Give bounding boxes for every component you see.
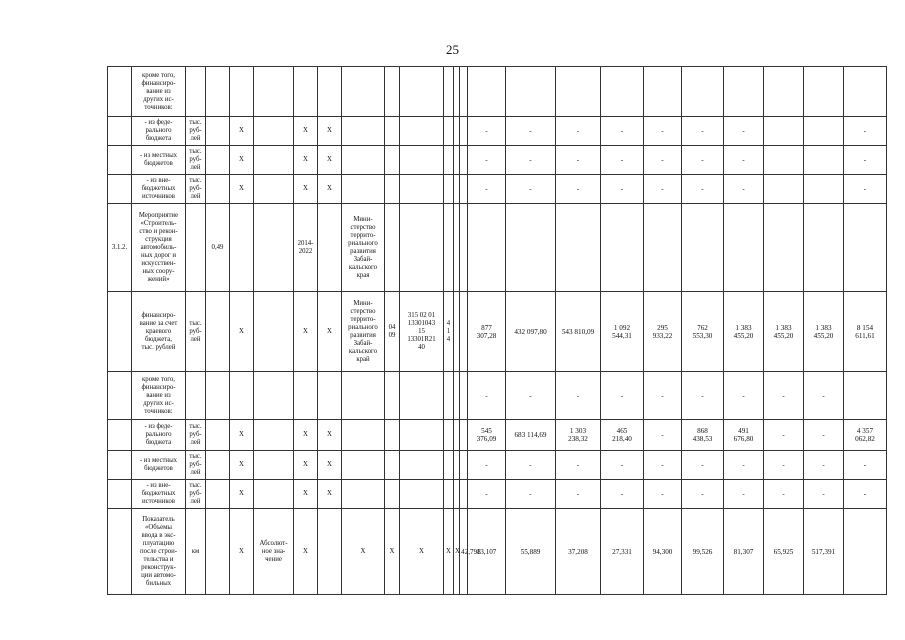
table-cell: - из феде- рального бюджета <box>132 420 186 451</box>
table-row <box>108 420 887 451</box>
table-row <box>108 372 887 420</box>
table-cell: - <box>601 175 644 204</box>
table-cell <box>206 372 230 420</box>
table-cell: Мероприятие «Строитель- ство и рекон- струкция автомобиль- ных дорог и искусствен- ных соору- жений» <box>132 204 186 292</box>
table-cell <box>206 117 230 146</box>
table-cell <box>385 175 400 204</box>
table-cell: - <box>844 146 887 175</box>
table-cell: - <box>764 420 804 451</box>
table-cell: - <box>468 117 506 146</box>
table-cell <box>460 451 468 480</box>
table-cell: - <box>556 451 601 480</box>
table-cell: км <box>186 509 206 595</box>
table-cell <box>601 67 644 117</box>
table-cell: - <box>682 480 724 509</box>
table-cell: - <box>724 451 764 480</box>
table-cell: X <box>318 480 342 509</box>
table-cell <box>460 480 468 509</box>
table-cell: - <box>506 146 556 175</box>
table-cell: 04 09 <box>385 292 400 372</box>
table-cell <box>254 372 294 420</box>
table-cell <box>254 117 294 146</box>
table-cell <box>556 204 601 292</box>
table-cell <box>556 67 601 117</box>
table-cell <box>318 204 342 292</box>
table-cell <box>400 146 444 175</box>
table-cell: - из местных бюджетов <box>132 146 186 175</box>
table-cell: - <box>468 146 506 175</box>
table-cell: - <box>506 480 556 509</box>
table-cell: 65,925 <box>764 509 804 595</box>
table-cell: 42,798 <box>460 509 468 595</box>
table-cell <box>230 372 254 420</box>
table-cell <box>724 204 764 292</box>
table-cell: 0,49 <box>206 204 230 292</box>
table-cell <box>206 420 230 451</box>
table-cell: 81,307 <box>724 509 764 595</box>
table-cell <box>342 146 385 175</box>
table-cell: 295 933,22 <box>644 292 682 372</box>
table-cell: 4 357 062,82 <box>844 420 887 451</box>
table-cell: X <box>454 509 460 595</box>
table-row <box>108 451 887 480</box>
table-row <box>108 509 887 595</box>
table-cell <box>108 480 132 509</box>
table-cell: тыс. руб- лей <box>186 292 206 372</box>
table-cell <box>318 372 342 420</box>
table-cell: - <box>724 117 764 146</box>
table-cell <box>254 204 294 292</box>
table-cell <box>444 175 454 204</box>
table-cell: - <box>556 480 601 509</box>
table-cell <box>400 204 444 292</box>
table-cell: - <box>804 451 844 480</box>
table-cell <box>400 480 444 509</box>
table-row <box>108 292 887 372</box>
table-cell <box>108 372 132 420</box>
budget-table <box>107 66 887 595</box>
table-cell <box>400 451 444 480</box>
table-cell: X <box>230 146 254 175</box>
table-cell <box>385 146 400 175</box>
table-cell <box>400 420 444 451</box>
table-cell <box>186 372 206 420</box>
table-cell <box>342 67 385 117</box>
table-cell <box>206 292 230 372</box>
table-cell: X <box>230 509 254 595</box>
table-cell: тыс. руб- лей <box>186 175 206 204</box>
table-cell: X <box>294 420 318 451</box>
table-cell: - из вне- бюджетных источников <box>132 480 186 509</box>
table-cell: - <box>804 372 844 420</box>
table-cell <box>460 67 468 117</box>
table-cell: кроме того, финансиро- вание из других ис- точников: <box>132 372 186 420</box>
table-cell: - <box>644 146 682 175</box>
table-cell <box>764 175 804 204</box>
table-cell <box>400 175 444 204</box>
table-cell: X <box>294 451 318 480</box>
table-cell <box>294 67 318 117</box>
table-cell: X <box>230 292 254 372</box>
table-cell: 4 1 4 <box>444 292 454 372</box>
table-cell <box>342 175 385 204</box>
table-cell: 99,526 <box>682 509 724 595</box>
table-cell: тыс. руб- лей <box>186 146 206 175</box>
table-cell <box>230 67 254 117</box>
table-cell <box>206 67 230 117</box>
table-cell: X <box>318 451 342 480</box>
table-cell: Абсолют- ное зна- чение <box>254 509 294 595</box>
table-cell <box>844 509 887 595</box>
table-cell <box>108 292 132 372</box>
table-cell: - <box>468 451 506 480</box>
table-cell: 432 097,80 <box>506 292 556 372</box>
table-cell <box>460 146 468 175</box>
table-cell: - <box>844 451 887 480</box>
table-cell <box>444 372 454 420</box>
table-cell <box>468 67 506 117</box>
table-cell: X <box>294 175 318 204</box>
table-cell: 315 02 01 13301043 15 13301R21 40 <box>400 292 444 372</box>
table-cell <box>254 451 294 480</box>
table-cell <box>764 204 804 292</box>
table-row <box>108 480 887 509</box>
table-row <box>108 204 887 292</box>
table-cell <box>108 146 132 175</box>
table-cell <box>342 480 385 509</box>
table-cell <box>230 204 254 292</box>
table-cell: 1 383 455,20 <box>764 292 804 372</box>
table-cell <box>460 204 468 292</box>
table-cell <box>804 117 844 146</box>
table-cell <box>764 67 804 117</box>
table-cell: 877 307,28 <box>468 292 506 372</box>
table-cell: - <box>764 451 804 480</box>
table-cell <box>254 146 294 175</box>
table-cell: X <box>294 292 318 372</box>
table-cell: - <box>844 117 887 146</box>
table-row <box>108 67 887 117</box>
table-cell: 55,889 <box>506 509 556 595</box>
table-cell: - <box>644 480 682 509</box>
table-cell: 491 676,80 <box>724 420 764 451</box>
table-cell <box>444 480 454 509</box>
table-cell: - <box>764 372 804 420</box>
table-cell <box>294 372 318 420</box>
table-cell <box>460 175 468 204</box>
table-cell <box>682 67 724 117</box>
table-cell: - <box>644 175 682 204</box>
table-cell: - <box>644 117 682 146</box>
table-cell: 1 303 238,32 <box>556 420 601 451</box>
table-cell: - <box>804 480 844 509</box>
table-cell: - <box>506 175 556 204</box>
table-cell <box>342 451 385 480</box>
table-cell: - <box>601 117 644 146</box>
table-cell: X <box>230 480 254 509</box>
table-cell: X <box>385 509 400 595</box>
table-cell: X <box>294 509 318 595</box>
table-cell <box>444 117 454 146</box>
table-cell: X <box>444 509 454 595</box>
table-cell: X <box>318 292 342 372</box>
table-cell: тыс. руб- лей <box>186 451 206 480</box>
table-cell: - <box>682 451 724 480</box>
table-cell <box>844 67 887 117</box>
table-cell: X <box>400 509 444 595</box>
table-cell: 762 553,30 <box>682 292 724 372</box>
table-cell <box>206 509 230 595</box>
table-cell <box>108 175 132 204</box>
table-cell: - <box>601 146 644 175</box>
table-cell: 27,331 <box>601 509 644 595</box>
table-cell: - <box>556 117 601 146</box>
table-row <box>108 175 887 204</box>
table-cell: 543 810,09 <box>556 292 601 372</box>
table-cell: 868 438,53 <box>682 420 724 451</box>
table-cell <box>385 117 400 146</box>
table-cell <box>468 204 506 292</box>
table-cell: - <box>804 420 844 451</box>
table-cell: - из вне- бюджетных источников <box>132 175 186 204</box>
table-cell: тыс. руб- лей <box>186 117 206 146</box>
table-cell <box>385 451 400 480</box>
table-cell <box>206 480 230 509</box>
table-cell: 13,107 <box>468 509 506 595</box>
table-cell <box>804 204 844 292</box>
table-cell <box>318 67 342 117</box>
table-cell: - из феде- рального бюджета <box>132 117 186 146</box>
table-cell <box>506 204 556 292</box>
table-cell <box>385 67 400 117</box>
table-row <box>108 117 887 146</box>
table-cell: - <box>682 372 724 420</box>
table-cell <box>460 117 468 146</box>
table-cell <box>108 509 132 595</box>
table-cell <box>206 451 230 480</box>
table-cell: X <box>230 117 254 146</box>
table-cell: X <box>230 420 254 451</box>
table-cell <box>764 146 804 175</box>
table-cell <box>254 420 294 451</box>
table-cell <box>400 67 444 117</box>
table-cell <box>342 372 385 420</box>
table-cell <box>724 67 764 117</box>
table-cell <box>844 372 887 420</box>
table-cell: финансиро- вание за счет краевого бюджета, тыс. рублей <box>132 292 186 372</box>
table-row <box>108 146 887 175</box>
table-cell <box>186 204 206 292</box>
table-cell <box>108 67 132 117</box>
table-cell: тыс. руб- лей <box>186 420 206 451</box>
table-cell <box>342 420 385 451</box>
table-cell: 1 383 455,20 <box>724 292 764 372</box>
table-cell: - <box>556 146 601 175</box>
table-cell: - <box>764 480 804 509</box>
table-cell: кроме того, финансиро- вание из других ис- точников: <box>132 67 186 117</box>
table-cell: 517,391 <box>804 509 844 595</box>
table-cell: 8 154 611,61 <box>844 292 887 372</box>
table-cell: - <box>682 146 724 175</box>
table-cell <box>186 67 206 117</box>
table-cell <box>764 117 804 146</box>
table-cell: X <box>294 146 318 175</box>
table-cell: X <box>342 509 385 595</box>
table-cell: 683 114,69 <box>506 420 556 451</box>
table-cell <box>385 480 400 509</box>
table-cell <box>254 175 294 204</box>
table-cell: X <box>294 480 318 509</box>
table-cell <box>385 204 400 292</box>
table-cell <box>444 67 454 117</box>
table-cell: - <box>644 420 682 451</box>
table-cell: - <box>724 372 764 420</box>
table-cell <box>254 67 294 117</box>
table-cell <box>342 117 385 146</box>
table-cell: 94,300 <box>644 509 682 595</box>
table-cell: - <box>468 372 506 420</box>
table-cell: - <box>644 451 682 480</box>
table-cell: X <box>318 175 342 204</box>
table-cell: X <box>294 117 318 146</box>
table-cell: X <box>318 117 342 146</box>
table-cell: Показатель «Объемы ввода в экс- плуатацию после строи- тельства и реконструк- ции автомо- бильных <box>132 509 186 595</box>
table-cell: - <box>844 480 887 509</box>
table-cell <box>206 146 230 175</box>
table-cell: 3.1.2. <box>108 204 132 292</box>
table-cell: X <box>230 451 254 480</box>
table-cell <box>506 67 556 117</box>
table-cell: - <box>724 480 764 509</box>
table-cell: - <box>556 372 601 420</box>
table-cell: - <box>468 480 506 509</box>
table-cell <box>682 204 724 292</box>
table-cell: - <box>468 175 506 204</box>
table-cell <box>460 372 468 420</box>
table-cell: - <box>682 117 724 146</box>
table-cell: 465 218,40 <box>601 420 644 451</box>
table-cell: 2014- 2022 <box>294 204 318 292</box>
table-cell <box>601 204 644 292</box>
table-cell <box>254 292 294 372</box>
table-cell <box>318 509 342 595</box>
table-cell <box>444 451 454 480</box>
table-cell: - <box>601 451 644 480</box>
table-cell <box>108 117 132 146</box>
table-cell: - из местных бюджетов <box>132 451 186 480</box>
table-cell <box>385 372 400 420</box>
table-cell: - <box>506 451 556 480</box>
table-cell <box>400 372 444 420</box>
table-cell <box>460 420 468 451</box>
table-cell <box>444 146 454 175</box>
table-cell: - <box>601 372 644 420</box>
table-cell <box>400 117 444 146</box>
table-cell: - <box>601 480 644 509</box>
table-cell: - <box>724 175 764 204</box>
table-cell <box>804 175 844 204</box>
table-cell: X <box>318 420 342 451</box>
table-cell: - <box>844 175 887 204</box>
table-cell: 1 383 455,20 <box>804 292 844 372</box>
table-cell: тыс. руб- лей <box>186 480 206 509</box>
table-cell <box>644 204 682 292</box>
table-cell: - <box>682 175 724 204</box>
table-cell: - <box>724 146 764 175</box>
table-cell <box>804 67 844 117</box>
table-cell: 545 376,09 <box>468 420 506 451</box>
table-cell: X <box>230 175 254 204</box>
table-cell: Мини- стерство террито- риального развития Забай- кальского края <box>342 204 385 292</box>
table-cell: - <box>556 175 601 204</box>
table-cell <box>644 67 682 117</box>
table-cell <box>460 292 468 372</box>
table-cell: 37,208 <box>556 509 601 595</box>
table-cell <box>108 420 132 451</box>
table-cell <box>108 451 132 480</box>
table-cell: 1 092 544,31 <box>601 292 644 372</box>
table-cell <box>385 420 400 451</box>
table-cell: - <box>506 372 556 420</box>
table-cell <box>206 175 230 204</box>
table-cell: Мини- стерство террито- риального развития Забай- кальского край <box>342 292 385 372</box>
table-cell <box>254 480 294 509</box>
table-cell: X <box>318 146 342 175</box>
table-cell: - <box>644 372 682 420</box>
table-cell <box>444 204 454 292</box>
table-cell <box>804 146 844 175</box>
table-cell <box>444 420 454 451</box>
table-cell <box>844 204 887 292</box>
page-number: 25 <box>446 42 459 57</box>
table-cell: - <box>506 117 556 146</box>
